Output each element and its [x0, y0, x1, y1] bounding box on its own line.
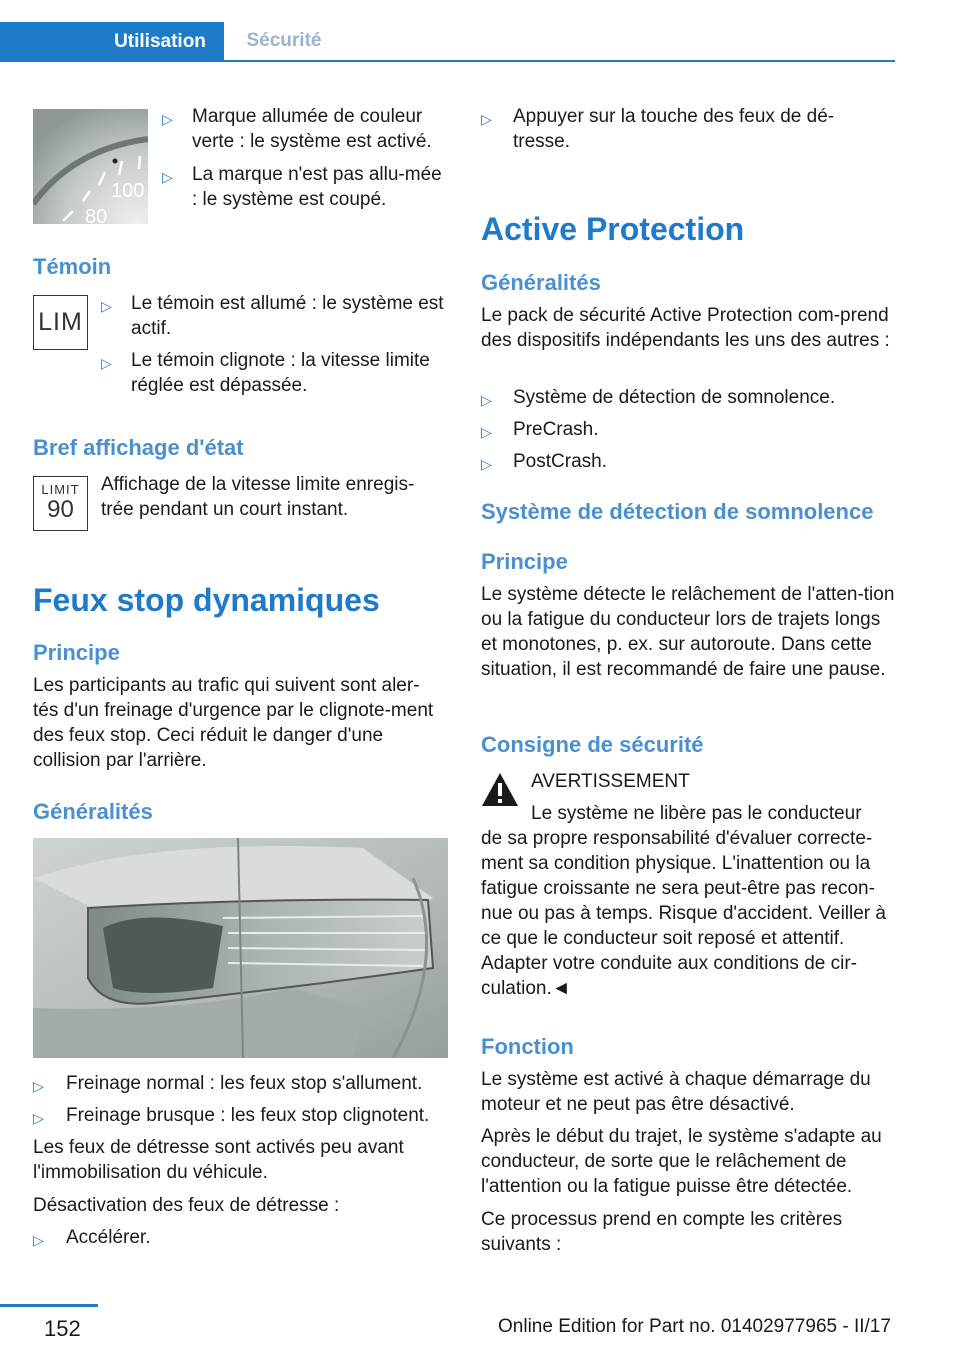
tail-light-image [33, 838, 448, 1058]
heading-generalites-left: Généralités [33, 799, 153, 824]
tab-utilisation[interactable]: Utilisation [0, 22, 224, 62]
limit-90-icon [33, 476, 88, 531]
gauge-label-100: 100 [111, 180, 145, 202]
heading-active-protection: Active Protection [481, 211, 745, 247]
edition-footer: Online Edition for Part no. 01402977965 - II/17 [498, 1316, 891, 1337]
page-number: 152 [44, 1316, 81, 1341]
fonction-text-3: Ce processus prend en compte les critères suivants : [481, 1209, 843, 1255]
warning-title: AVERTISSEMENT [531, 771, 690, 792]
heading-consigne: Consigne de sécurité [481, 732, 704, 757]
warning-first-line: Le système ne libère pas le conducteur [531, 803, 862, 824]
warning-text: de sa propre responsabilité d'évaluer correcte-ment sa condition physique. L'inattention ou la fatigue croissante ne sera peut-être pas recon-nue ou pas à temps. Risque d'accident. Veiller à ce que le conducteur soit reposé et attentif. Adapter votre conduite aux conditions de cir-culation.◄ [481, 828, 886, 999]
heading-generalites-right: Généralités [481, 270, 601, 295]
triangle-bullet-icon: ▷ [481, 111, 492, 127]
triangle-bullet-icon: ▷ [481, 456, 492, 472]
fonction-text-1: Le système est activé à chaque démarrage du moteur et ne peut pas être désactivé. [481, 1069, 871, 1115]
warning-icon [481, 772, 519, 808]
desactivation-text: Désactivation des feux de détresse : [33, 1195, 340, 1216]
triangle-bullet-icon: ▷ [33, 1078, 44, 1094]
limit-icon-label: LIMIT [41, 482, 80, 497]
lim-icon-text: LIM [38, 308, 83, 336]
footer-rule [0, 1304, 98, 1307]
fonction-text-2: Après le début du trajet, le système s'adapte au conducteur, de sorte que le relâchement de l'attention ou la fatigue puisse être détectée. [481, 1126, 882, 1197]
triangle-bullet-icon: ▷ [481, 392, 492, 408]
triangle-bullet-icon: ▷ [33, 1232, 44, 1248]
tab-securite[interactable]: Sécurité [246, 30, 322, 51]
limit-icon-value: 90 [47, 496, 74, 523]
heading-feux-stop: Feux stop dynamiques [33, 582, 380, 618]
heading-principe-left: Principe [33, 640, 120, 665]
triangle-bullet-icon: ▷ [101, 355, 112, 371]
heading-fonction: Fonction [481, 1034, 574, 1059]
triangle-bullet-icon: ▷ [481, 424, 492, 440]
header-rule [0, 60, 895, 62]
principe-text-right: Le système détecte le relâchement de l'atten-tion ou la fatigue du conducteur lors de trajets longs et monotones, p. ex. sur autoroute. Dans cette situation, il est recommandé de faire une pause. [481, 584, 895, 680]
speedometer-image [33, 109, 148, 224]
bref-text: Affichage de la vitesse limite enregis-trée pendant un court instant. [101, 474, 415, 520]
detresse-text: Les feux de détresse sont activés peu avant l'immobilisation du véhicule. [33, 1137, 404, 1183]
triangle-bullet-icon: ▷ [101, 298, 112, 314]
page-header [0, 0, 895, 62]
heading-bref-affichage: Bref affichage d'état [33, 435, 244, 460]
triangle-bullet-icon: ▷ [162, 111, 173, 127]
heading-temoin: Témoin [33, 254, 112, 279]
generalites-text-right: Le pack de sécurité Active Protection com-prend des dispositifs indépendants les uns des autres : [481, 305, 890, 351]
triangle-bullet-icon: ▷ [33, 1110, 44, 1126]
principe-text-left: Les participants au trafic qui suivent sont aler-tés d'un freinage d'urgence par le clignote-ment des feux stop. Ceci réduit le danger d'une collision par l'arrière. [33, 675, 434, 771]
lim-indicator-icon [33, 295, 88, 350]
gauge-label-80: 80 [85, 206, 108, 224]
heading-principe-right: Principe [481, 549, 568, 574]
heading-somnolence: Système de détection de somnolence [481, 499, 874, 524]
triangle-bullet-icon: ▷ [162, 169, 173, 185]
tail-light-graphic [33, 838, 448, 1058]
speedometer-graphic [33, 109, 148, 224]
